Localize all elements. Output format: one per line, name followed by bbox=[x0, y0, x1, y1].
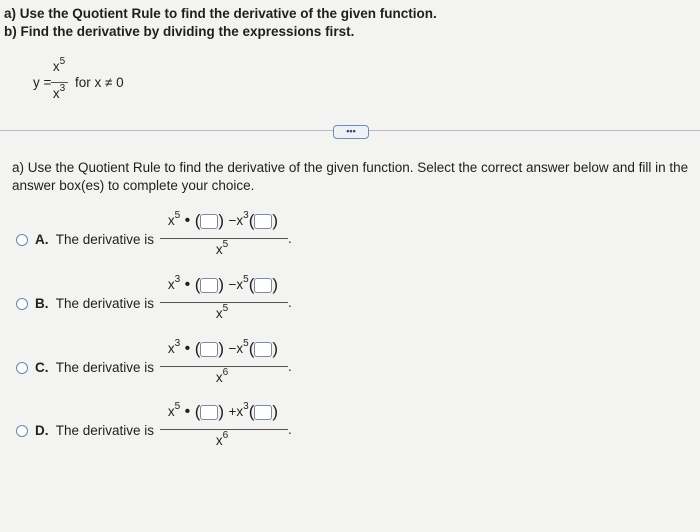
option-c-label: C. The derivative is bbox=[35, 360, 155, 375]
answer-box-d2[interactable] bbox=[254, 405, 272, 420]
more-options-button[interactable]: ••• bbox=[333, 125, 369, 139]
radio-option-a[interactable] bbox=[16, 234, 28, 246]
answer-box-b1[interactable] bbox=[200, 278, 218, 293]
question-line-2: answer box(es) to complete your choice. bbox=[12, 178, 255, 193]
radio-option-d[interactable] bbox=[16, 425, 28, 437]
option-b-numerator: $x^3$ • ( ) $-x^5$( ) bbox=[167, 273, 279, 294]
function-lhs: y = bbox=[33, 75, 52, 90]
answer-box-d1[interactable] bbox=[200, 405, 218, 420]
function-denominator: $x^3$ bbox=[52, 82, 66, 101]
option-c-numerator: $x^3$ • ( ) $-x^5$( ) bbox=[167, 337, 279, 358]
option-a-period: . bbox=[288, 231, 292, 246]
option-d-label: D. The derivative is bbox=[35, 423, 155, 438]
function-condition: for x ≠ 0 bbox=[75, 75, 124, 90]
option-a-numerator: $x^5$ • ( ) $-x^3$( ) bbox=[167, 209, 279, 230]
option-b-label: B. The derivative is bbox=[35, 296, 155, 311]
answer-box-a2[interactable] bbox=[254, 214, 272, 229]
option-d-denominator: $x^6$ bbox=[215, 429, 229, 448]
answer-box-b2[interactable] bbox=[254, 278, 272, 293]
question-line-1: a) Use the Quotient Rule to find the derivative of the given function. Select the correct answer below and fill in the bbox=[12, 160, 689, 175]
option-c-denominator: $x^6$ bbox=[215, 366, 229, 385]
instruction-a: a) Use the Quotient Rule to find the derivative of the given function. bbox=[4, 6, 437, 21]
function-numerator: $x^5$ bbox=[52, 55, 66, 74]
option-a-denominator: $x^5$ bbox=[215, 238, 229, 257]
answer-box-a1[interactable] bbox=[200, 214, 218, 229]
radio-option-c[interactable] bbox=[16, 362, 28, 374]
option-d-numerator: $x^5$ • ( ) $+x^3$( ) bbox=[167, 400, 279, 421]
option-b-denominator: $x^5$ bbox=[215, 302, 229, 321]
radio-option-b[interactable] bbox=[16, 298, 28, 310]
option-c-period: . bbox=[288, 359, 292, 374]
option-b-period: . bbox=[288, 295, 292, 310]
option-a-label: A. The derivative is bbox=[35, 232, 155, 247]
answer-box-c1[interactable] bbox=[200, 342, 218, 357]
answer-box-c2[interactable] bbox=[254, 342, 272, 357]
instruction-b: b) Find the derivative by dividing the expressions first. bbox=[4, 24, 355, 39]
option-d-period: . bbox=[288, 422, 292, 437]
